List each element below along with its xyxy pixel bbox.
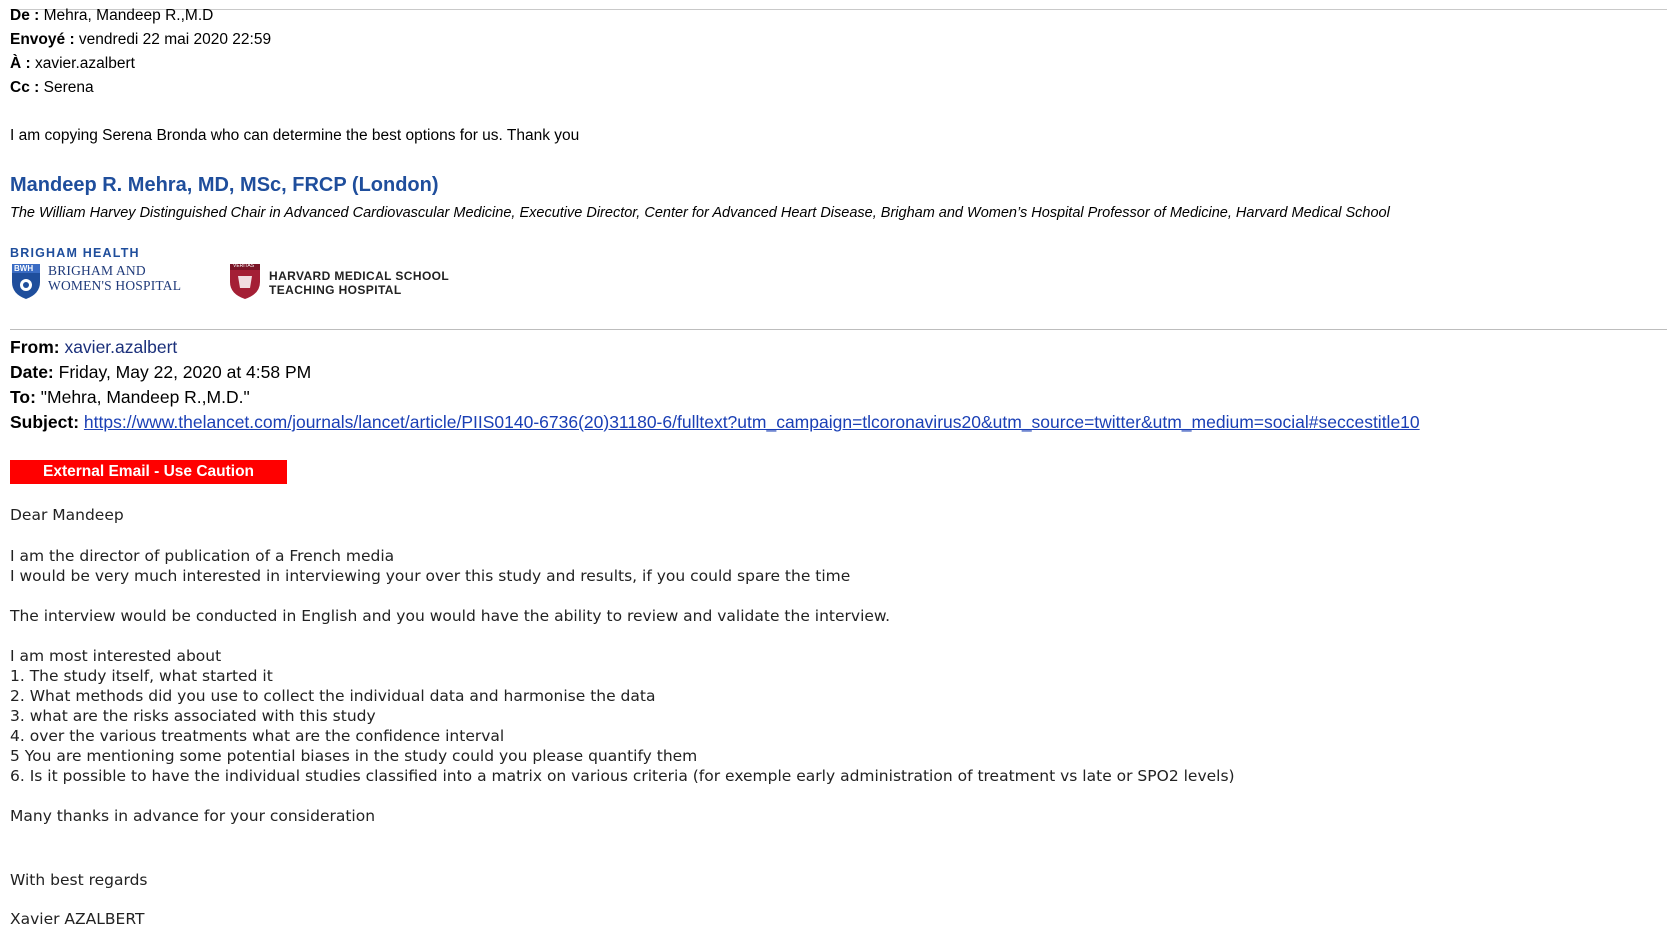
subject-link[interactable]: https://www.thelancet.com/journals/lancet/article/PIIS0140-6736(20)31180-6/fulltext?utm_campaign=tlcoronavirus20&utm_source=twitter&utm_medium=social#seccestitle10 bbox=[83, 412, 1420, 432]
orig-to-label: To: bbox=[10, 387, 36, 407]
hms-logo-line1: HARVARD MEDICAL SCHOOL bbox=[269, 269, 450, 283]
bwh-logo bbox=[10, 246, 200, 306]
orig-from-value[interactable]: xavier.azalbert bbox=[64, 337, 178, 357]
body-sender: Xavier AZALBERT bbox=[10, 910, 145, 928]
list-item: 5 You are mentioning some potential biases in the study could you please quantify them bbox=[10, 747, 698, 765]
hms-logo bbox=[228, 262, 458, 304]
reply-text: I am copying Serena Bronda who can determine the best options for us. Thank you bbox=[10, 127, 580, 144]
orig-subject-line bbox=[10, 410, 1420, 434]
fwd-cc-line bbox=[10, 78, 94, 98]
orig-from-label: From: bbox=[10, 337, 60, 357]
orig-subject-label: Subject: bbox=[10, 412, 80, 432]
signature-title: The William Harvey Distinguished Chair in Advanced Cardiovascular Medicine, Executive Director, Center for Advanced Heart Disease, Brigham and Women’s Hospital Professor of Medicine, Harvard Medical School bbox=[10, 205, 1390, 221]
fwd-cc-value: Serena bbox=[43, 79, 94, 96]
orig-to-line bbox=[10, 385, 250, 409]
fwd-sent-value: vendredi 22 mai 2020 22:59 bbox=[78, 31, 272, 48]
fwd-to-value: xavier.azalbert bbox=[34, 55, 135, 72]
bwh-logo-line2: WOMEN'S HOSPITAL bbox=[48, 278, 182, 293]
bwh-logo-line1: BRIGHAM AND bbox=[48, 263, 146, 278]
orig-date-value: Friday, May 22, 2020 at 4:58 PM bbox=[58, 362, 312, 382]
fwd-from-value: Mehra, Mandeep R.,M.D bbox=[43, 7, 214, 24]
bwh-badge-text: BWH bbox=[14, 264, 34, 273]
hms-logo-line2: TEACHING HOSPITAL bbox=[269, 283, 402, 297]
fwd-from-line bbox=[10, 6, 213, 26]
body-regards: With best regards bbox=[10, 871, 148, 889]
signature-name: Mandeep R. Mehra, MD, MSc, FRCP (London) bbox=[10, 174, 439, 196]
body-greeting: Dear Mandeep bbox=[10, 506, 124, 524]
body-line-3: The interview would be conducted in English and you would have the ability to review and validate the interview. bbox=[10, 607, 891, 625]
orig-date-label: Date: bbox=[10, 362, 54, 382]
list-item: 3. what are the risks associated with this study bbox=[10, 707, 376, 725]
external-email-banner: External Email - Use Caution bbox=[10, 460, 287, 484]
orig-to-value: "Mehra, Mandeep R.,M.D." bbox=[40, 387, 250, 407]
fwd-cc-label: Cc : bbox=[10, 79, 40, 96]
fwd-to-label: À : bbox=[10, 55, 31, 72]
bwh-logo-header: BRIGHAM HEALTH bbox=[10, 246, 140, 260]
body-line-1: I am the director of publication of a French media bbox=[10, 547, 395, 565]
fwd-to-line bbox=[10, 54, 135, 74]
fwd-sent-line bbox=[10, 30, 271, 50]
body-line-2: I would be very much interested in interviewing your over this study and results, if you could spare the time bbox=[10, 567, 851, 585]
fwd-sent-label: Envoyé : bbox=[10, 31, 75, 48]
hms-shield-text: VERITAS bbox=[233, 263, 255, 269]
list-item: 2. What methods did you use to collect the individual data and harmonise the data bbox=[10, 687, 656, 705]
orig-date-line bbox=[10, 360, 311, 384]
top-divider bbox=[10, 9, 1667, 10]
fwd-from-label: De : bbox=[10, 7, 40, 24]
list-item: 1. The study itself, what started it bbox=[10, 667, 273, 685]
orig-from-line bbox=[10, 335, 177, 359]
body-thanks: Many thanks in advance for your consideration bbox=[10, 807, 376, 825]
list-item: 6. Is it possible to have the individual studies classified into a matrix on various criteria (for exemple early administration of treatment vs late or SPO2 levels) bbox=[10, 767, 1235, 785]
list-item: 4. over the various treatments what are the confidence interval bbox=[10, 727, 505, 745]
message-separator bbox=[10, 329, 1667, 330]
body-line-4: I am most interested about bbox=[10, 647, 222, 665]
